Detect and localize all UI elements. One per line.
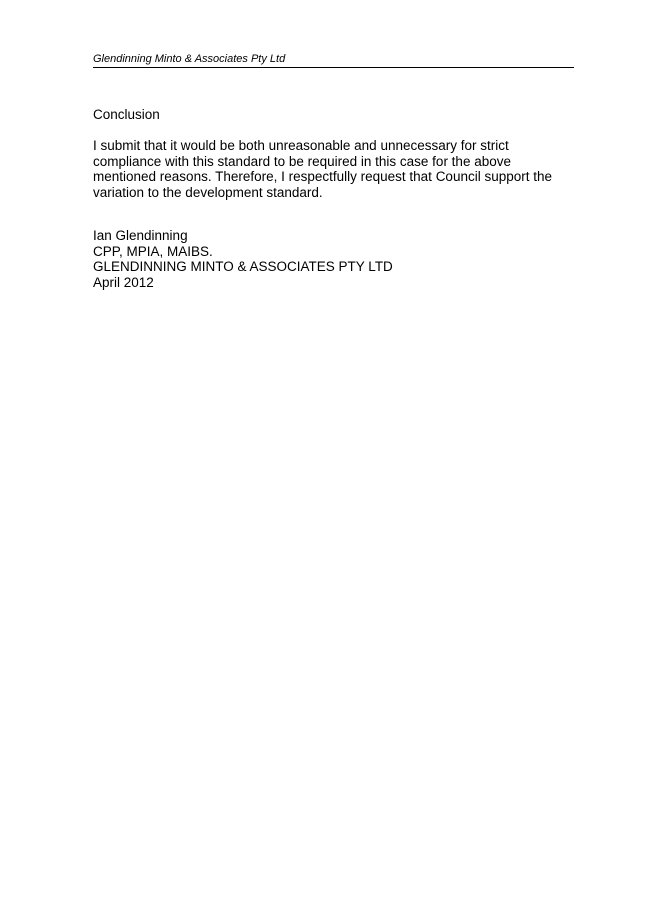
paragraph-line: variation to the development standard.	[93, 184, 323, 200]
paragraph-line: compliance with this standard to be required in this case for the above	[93, 153, 511, 169]
paragraph-line: mentioned reasons. Therefore, I respectfully request that Council support the	[93, 169, 553, 184]
section-heading: Conclusion	[93, 107, 160, 122]
signature-block	[93, 228, 393, 290]
paragraph-line: I submit that it would be both unreasonable and unnecessary for strict	[93, 138, 509, 153]
signatory-credentials: CPP, MPIA, MAIBS.	[93, 243, 213, 259]
running-header	[93, 52, 574, 68]
signatory-name: Ian Glendinning	[93, 228, 188, 243]
signatory-company: GLENDINNING MINTO & ASSOCIATES PTY LTD	[93, 259, 393, 274]
running-header-title: Glendinning Minto & Associates Pty Ltd	[93, 53, 286, 65]
conclusion-paragraph	[93, 138, 568, 200]
document-date: April 2012	[93, 274, 154, 290]
